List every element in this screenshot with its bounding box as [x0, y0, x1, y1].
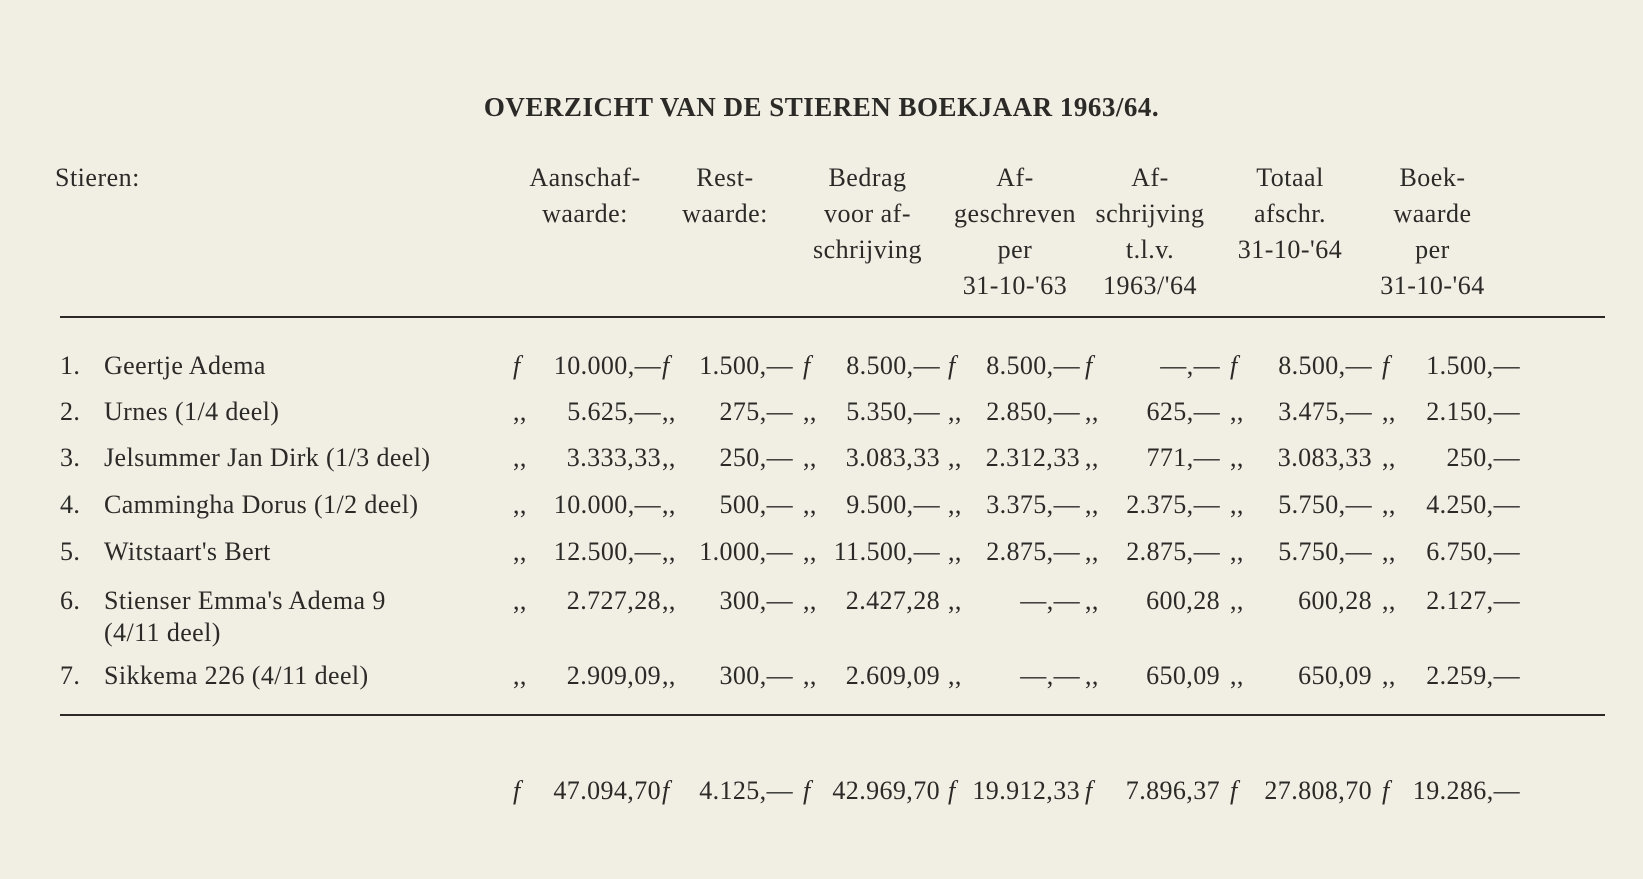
cell-restwaarde: 1.500,— [699, 351, 793, 380]
cell-bedrag: 5.350,— [846, 397, 940, 426]
currency-prefix: ,, [662, 397, 676, 426]
currency-prefix: ,, [948, 586, 962, 615]
cell-aanschafwaarde: 3.333,33 [566, 443, 661, 472]
currency-prefix: ,, [803, 586, 817, 615]
total-restwaarde: 4.125,— [699, 776, 793, 805]
currency-prefix: ,, [1382, 443, 1396, 472]
currency-prefix: f [1085, 351, 1093, 380]
cell-totaal-afschr: 5.750,— [1278, 490, 1372, 519]
cell-afschrijving: —,— [1160, 351, 1220, 380]
header-afgeschreven: Af- geschreven per 31-10-'63 [954, 163, 1076, 300]
cell-afschrijving: 2.375,— [1126, 490, 1220, 519]
cell-bedrag: 2.609,09 [845, 661, 940, 690]
cell-bedrag: 9.500,— [846, 490, 940, 519]
cell-boekwaarde: 4.250,— [1426, 490, 1520, 519]
total-afschrijving: 7.896,37 [1125, 776, 1220, 805]
cell-afgeschreven: 8.500,— [986, 351, 1080, 380]
currency-prefix: ,, [513, 397, 527, 426]
cell-aanschafwaarde: 2.909,09 [566, 661, 661, 690]
bull-name: Cammingha Dorus (1/2 deel) [104, 490, 419, 519]
cell-restwaarde: 1.000,— [699, 537, 793, 566]
cell-aanschafwaarde: 5.625,— [567, 397, 661, 426]
totals-prefix-aanschaf: f [513, 776, 521, 805]
cell-afschrijving: 2.875,— [1126, 537, 1220, 566]
cell-totaal-afschr: 5.750,— [1278, 537, 1372, 566]
row-number: 7. [60, 661, 81, 690]
total-afgeschreven: 19.912,33 [972, 776, 1080, 805]
currency-prefix: ,, [1230, 397, 1244, 426]
cell-boekwaarde: 6.750,— [1426, 537, 1520, 566]
currency-prefix: ,, [948, 443, 962, 472]
cell-afschrijving: 625,— [1146, 397, 1220, 426]
cell-boekwaarde: 1.500,— [1426, 351, 1520, 380]
currency-prefix: ,, [803, 661, 817, 690]
currency-prefix: ,, [803, 490, 817, 519]
header-stieren: Stieren: [55, 163, 140, 192]
currency-prefix: ,, [803, 443, 817, 472]
cell-restwaarde: 500,— [719, 490, 793, 519]
totals-prefix-bedrag: f [803, 776, 811, 805]
row-number: 3. [60, 443, 81, 472]
currency-prefix: ,, [1382, 490, 1396, 519]
currency-prefix: f [948, 351, 956, 380]
cell-afgeschreven: —,— [1020, 586, 1080, 615]
cell-aanschafwaarde: 2.727,28 [566, 586, 661, 615]
currency-prefix: ,, [1382, 397, 1396, 426]
cell-aanschafwaarde: 10.000,— [553, 490, 661, 519]
cell-boekwaarde: 2.259,— [1426, 661, 1520, 690]
cell-afschrijving: 771,— [1146, 443, 1220, 472]
currency-prefix: ,, [513, 443, 527, 472]
currency-prefix: f [803, 351, 811, 380]
bull-name: Urnes (1/4 deel) [104, 397, 280, 426]
currency-prefix: ,, [1085, 443, 1099, 472]
cell-afgeschreven: 2.875,— [986, 537, 1080, 566]
currency-prefix: ,, [513, 586, 527, 615]
cell-bedrag: 2.427,28 [845, 586, 940, 615]
total-aanschafwaarde: 47.094,70 [553, 776, 661, 805]
cell-totaal-afschr: 600,28 [1298, 586, 1372, 615]
cell-afgeschreven: —,— [1020, 661, 1080, 690]
currency-prefix: ,, [948, 537, 962, 566]
cell-boekwaarde: 2.127,— [1426, 586, 1520, 615]
currency-prefix: ,, [662, 586, 676, 615]
cell-afgeschreven: 3.375,— [986, 490, 1080, 519]
currency-prefix: ,, [1230, 443, 1244, 472]
cell-boekwaarde: 250,— [1446, 443, 1520, 472]
cell-restwaarde: 300,— [719, 586, 793, 615]
currency-prefix: ,, [513, 490, 527, 519]
header-totaal-afschr: Totaal afschr. 31-10-'64 [1237, 163, 1343, 264]
currency-prefix: ,, [662, 443, 676, 472]
currency-prefix: ,, [1085, 661, 1099, 690]
row-number: 1. [60, 351, 81, 380]
currency-prefix: ,, [948, 490, 962, 519]
header-boekwaarde: Boek- waarde per 31-10-'64 [1380, 163, 1485, 300]
bull-name: Geertje Adema [104, 351, 266, 380]
bull-name: Sikkema 226 (4/11 deel) [104, 661, 369, 690]
currency-prefix: f [513, 351, 521, 380]
currency-prefix: ,, [1382, 661, 1396, 690]
totals-prefix-schrijving: f [1085, 776, 1093, 805]
currency-prefix: ,, [513, 537, 527, 566]
total-boekwaarde: 19.286,— [1412, 776, 1520, 805]
currency-prefix: ,, [1230, 537, 1244, 566]
bull-name-share: (4/11 deel) [104, 618, 221, 647]
row-number: 2. [60, 397, 81, 426]
header-divider [60, 316, 1605, 318]
cell-boekwaarde: 2.150,— [1426, 397, 1520, 426]
cell-restwaarde: 250,— [719, 443, 793, 472]
total-totaal-afschr: 27.808,70 [1264, 776, 1372, 805]
totals-prefix-geschreven: f [948, 776, 956, 805]
cell-totaal-afschr: 650,09 [1298, 661, 1372, 690]
cell-bedrag: 3.083,33 [845, 443, 940, 472]
currency-prefix: ,, [1085, 490, 1099, 519]
cell-afschrijving: 600,28 [1146, 586, 1220, 615]
cell-totaal-afschr: 8.500,— [1278, 351, 1372, 380]
currency-prefix: ,, [1085, 537, 1099, 566]
currency-prefix: ,, [1230, 586, 1244, 615]
currency-prefix: f [1230, 351, 1238, 380]
row-number: 6. [60, 586, 81, 615]
totals-divider [60, 714, 1605, 716]
cell-totaal-afschr: 3.083,33 [1277, 443, 1372, 472]
row-number: 5. [60, 537, 81, 566]
currency-prefix: ,, [1382, 537, 1396, 566]
currency-prefix: ,, [662, 537, 676, 566]
currency-prefix: ,, [1085, 397, 1099, 426]
bull-name: Jelsummer Jan Dirk (1/3 deel) [104, 443, 431, 472]
cell-aanschafwaarde: 10.000,— [553, 351, 661, 380]
currency-prefix: ,, [662, 661, 676, 690]
cell-afschrijving: 650,09 [1146, 661, 1220, 690]
cell-aanschafwaarde: 12.500,— [553, 537, 661, 566]
currency-prefix: ,, [662, 490, 676, 519]
header-afschrijving: Af- schrijving t.l.v. 1963/'64 [1095, 163, 1205, 300]
bull-name: Stienser Emma's Adema 9 [104, 586, 386, 615]
currency-prefix: ,, [803, 397, 817, 426]
totals-prefix-totaal: f [1230, 776, 1238, 805]
total-bedrag: 42.969,70 [832, 776, 940, 805]
currency-prefix: ,, [1230, 661, 1244, 690]
currency-prefix: f [662, 351, 670, 380]
currency-prefix: ,, [1230, 490, 1244, 519]
totals-prefix-rest: f [662, 776, 670, 805]
cell-restwaarde: 275,— [719, 397, 793, 426]
cell-totaal-afschr: 3.475,— [1278, 397, 1372, 426]
currency-prefix: ,, [948, 661, 962, 690]
page-title: OVERZICHT VAN DE STIEREN BOEKJAAR 1963/64. [483, 92, 1160, 122]
currency-prefix: ,, [1382, 586, 1396, 615]
currency-prefix: ,, [513, 661, 527, 690]
row-number: 4. [60, 490, 81, 519]
currency-prefix: ,, [948, 397, 962, 426]
totals-prefix-boek: f [1382, 776, 1390, 805]
bull-name: Witstaart's Bert [104, 537, 271, 566]
cell-afgeschreven: 2.312,33 [985, 443, 1080, 472]
currency-prefix: ,, [803, 537, 817, 566]
cell-restwaarde: 300,— [719, 661, 793, 690]
currency-prefix: f [1382, 351, 1390, 380]
header-bedrag-voor-afschrijving: Bedrag voor af- schrijving [813, 163, 922, 264]
cell-afgeschreven: 2.850,— [986, 397, 1080, 426]
currency-prefix: ,, [1085, 586, 1099, 615]
header-restwaarde: Rest- waarde: [682, 163, 768, 228]
cell-bedrag: 11.500,— [833, 537, 940, 566]
cell-bedrag: 8.500,— [846, 351, 940, 380]
header-aanschafwaarde: Aanschaf- waarde: [529, 163, 641, 228]
